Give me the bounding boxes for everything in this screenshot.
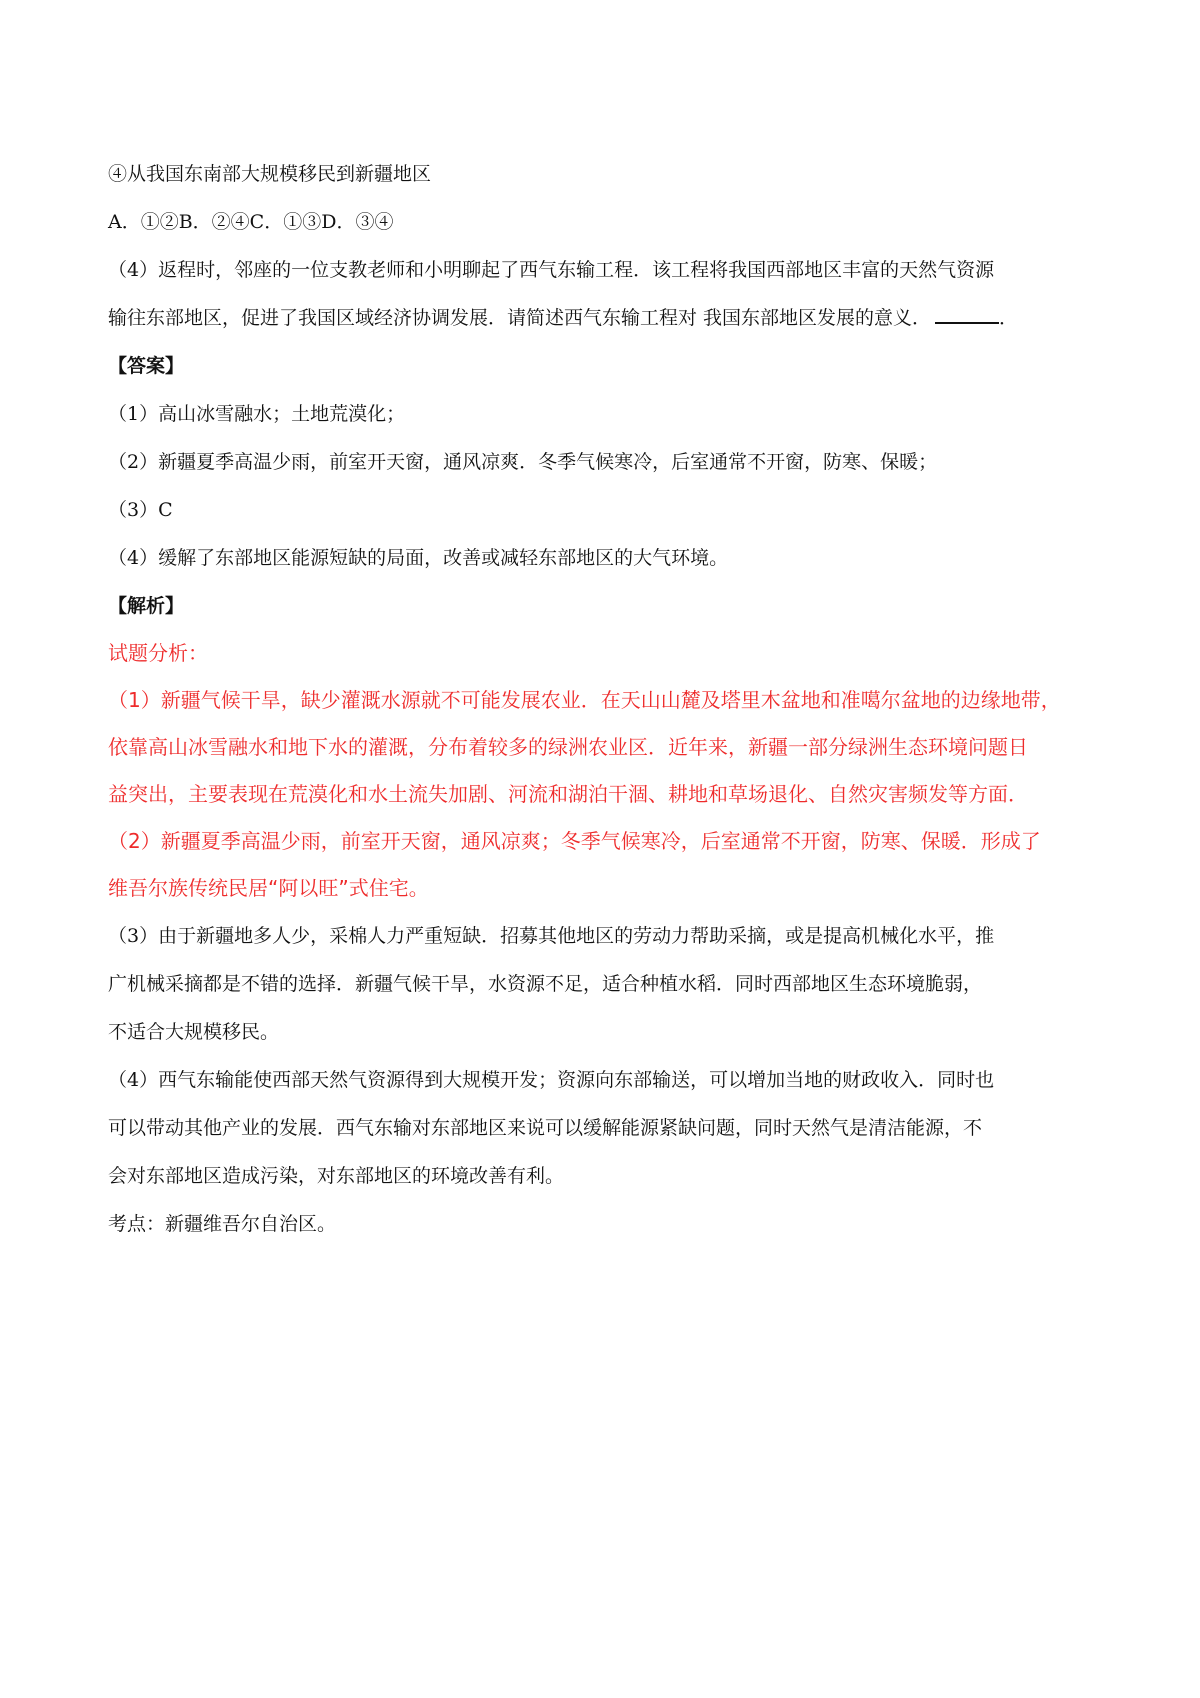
answer-3: （3）C xyxy=(108,499,173,521)
analysis-p3-line-3: 不适合大规模移民。 xyxy=(108,1021,280,1043)
question-4-end: ． xyxy=(999,307,1019,329)
answer-blank xyxy=(935,300,999,324)
answer-2: （2）新疆夏季高温少雨，前室开天窗，通风凉爽．冬季气候寒冷，后室通常不开窗，防寒、保暖； xyxy=(108,451,938,473)
analysis-p1-line-2: 依靠高山冰雪融水和地下水的灌溉，分布着较多的绿洲农业区．近年来，新疆一部分绿洲生态环境问题日 xyxy=(108,735,1028,759)
analysis-title: 试题分析： xyxy=(108,641,208,665)
answer-4: （4）缓解了东部地区能源短缺的局面，改善或减轻东部地区的大气环境。 xyxy=(108,547,729,569)
analysis-p4-line-1: （4）西气东输能使西部天然气资源得到大规模开发；资源向东部输送，可以增加当地的财政收入．同时也 xyxy=(108,1069,995,1091)
answer-1: （1）高山冰雪融水；土地荒漠化； xyxy=(108,403,406,425)
analysis-p2-line-1: （2）新疆夏季高温少雨，前室开天窗，通风凉爽；冬季气候寒冷，后室通常不开窗，防寒、保暖．形成了 xyxy=(108,829,1041,853)
option-4-text: ④从我国东南部大规模移民到新疆地区 xyxy=(108,163,432,185)
analysis-p2-line-2: 维吾尔族传统民居“阿以旺”式住宅。 xyxy=(108,876,429,900)
question-4-line-2 xyxy=(108,294,1098,342)
analysis-p1-line-1: （1）新疆气候干旱，缺少灌溉水源就不可能发展农业．在天山山麓及塔里木盆地和准噶尔盆地的边缘地带， xyxy=(108,688,1061,712)
analysis-red-block xyxy=(108,630,1098,912)
question-4-line-1: （4）返程时，邻座的一位支教老师和小明聊起了西气东输工程．该工程将我国西部地区丰富的天然气资源 xyxy=(108,259,995,281)
analysis-p4-line-3: 会对东部地区造成污染，对东部地区的环境改善有利。 xyxy=(108,1165,565,1187)
document-body xyxy=(108,150,1098,1248)
answer-heading: 【答案】 xyxy=(108,355,185,377)
analysis-heading: 【解析】 xyxy=(108,595,185,617)
question-4-line-2-text: 输往东部地区，促进了我国区域经济协调发展．请简述西气东输工程对 我国东部地区发展的意义． xyxy=(108,307,932,329)
analysis-p1-line-3: 益突出，主要表现在荒漠化和水土流失加剧、河流和湖泊干涸、耕地和草场退化、自然灾害频发等方面． xyxy=(108,782,1028,806)
analysis-p3-line-1: （3）由于新疆地多人少，采棉人力严重短缺．招募其他地区的劳动力帮助采摘，或是提高机械化水平，推 xyxy=(108,925,995,947)
analysis-p3-line-2: 广机械采摘都是不错的选择．新疆气候干旱，水资源不足，适合种植水稻．同时西部地区生态环境脆弱， xyxy=(108,973,983,995)
answer-choices: A．①②B．②④C．①③D．③④ xyxy=(108,211,394,233)
kaodian-text: 考点：新疆维吾尔自治区。 xyxy=(108,1213,337,1235)
analysis-p4-line-2: 可以带动其他产业的发展．西气东输对东部地区来说可以缓解能源紧缺问题，同时天然气是清洁能源，不 xyxy=(108,1117,983,1139)
